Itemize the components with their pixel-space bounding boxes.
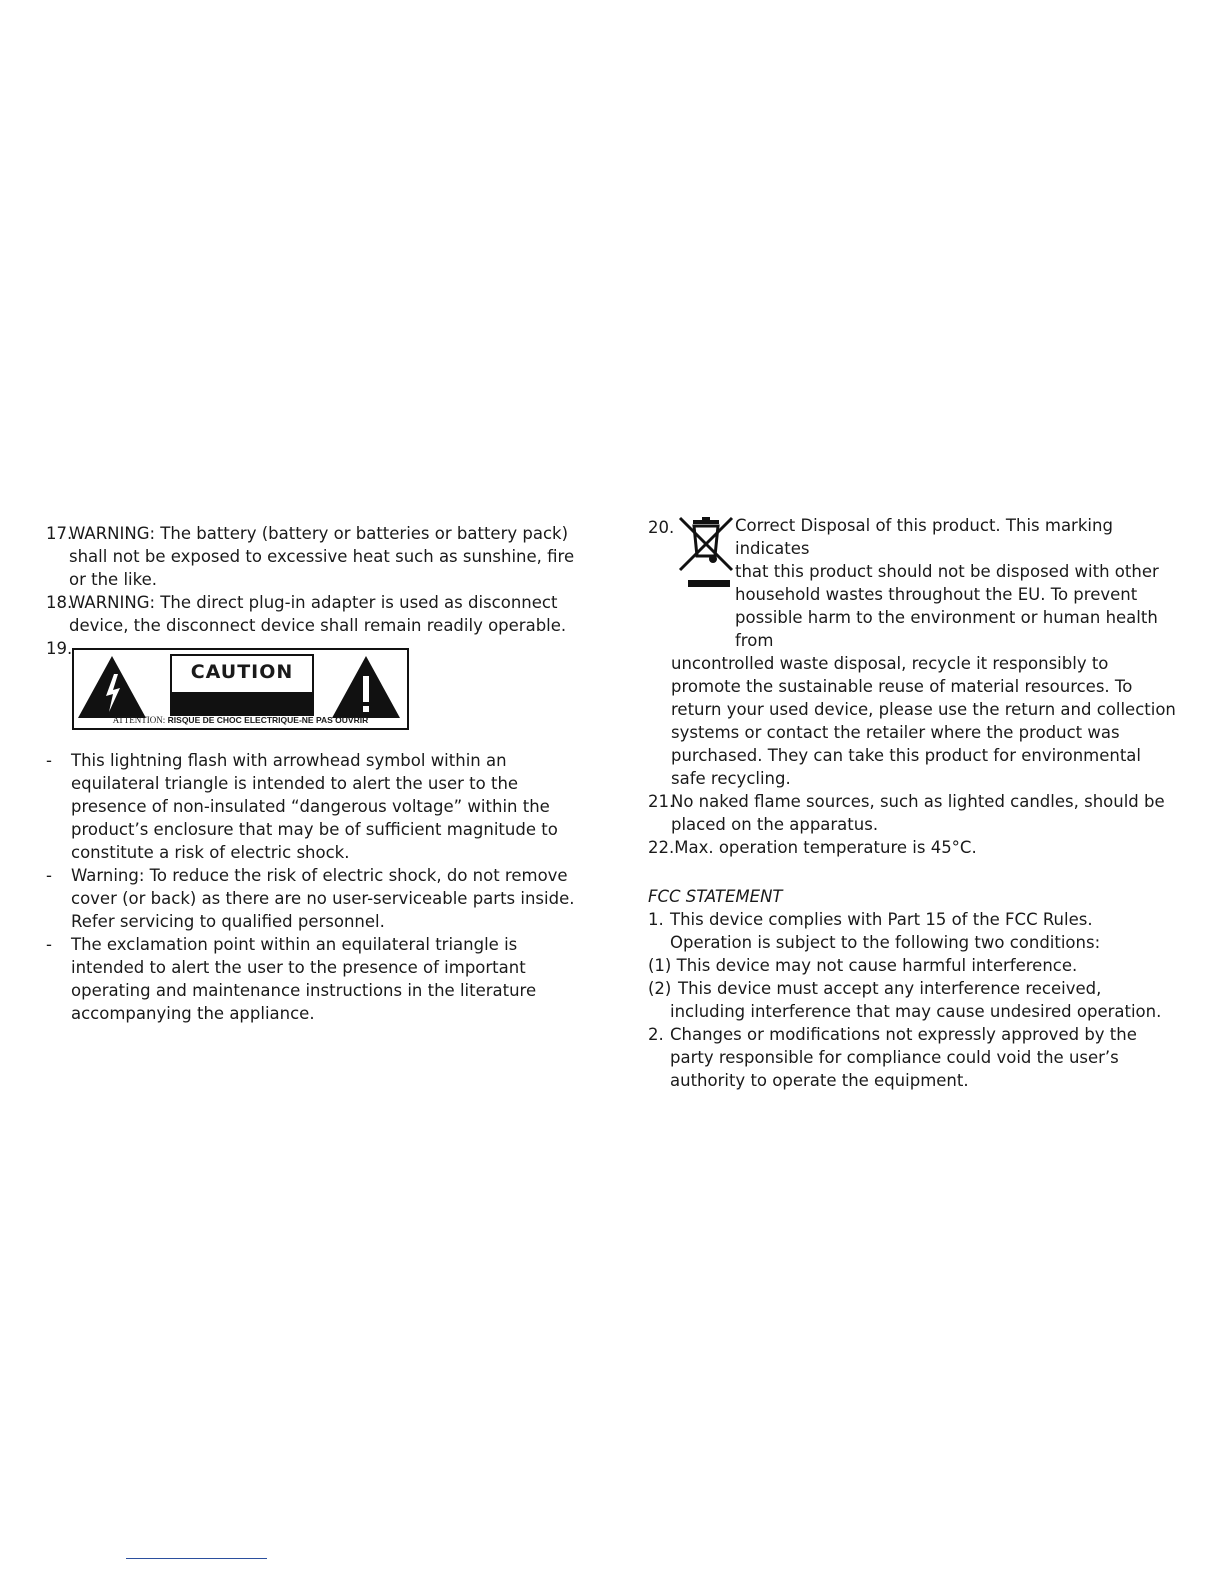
caution-panel — [170, 654, 314, 716]
item-text: Changes or modifications not expressly approved by the party responsible for compliance could void the user’s authority to operate the equipment. — [670, 1025, 1137, 1090]
caution-word: CAUTION — [190, 661, 294, 683]
item-18 — [46, 591, 576, 637]
disposal-line-4: possible harm to the environment or human health from — [735, 608, 1158, 650]
condition-number: (2) — [648, 979, 672, 998]
fcc-point-1 — [648, 908, 1178, 954]
condition-text: This device may not cause harmful interference. — [676, 956, 1078, 975]
bullet-dash: - — [46, 935, 52, 954]
condition-number: (1) — [648, 956, 672, 975]
fcc-condition-1 — [648, 954, 1178, 977]
condition-text: This device must accept any interference received, including interference that may cause undesired operation. — [670, 979, 1162, 1021]
item-text: No naked flame sources, such as lighted candles, should be placed on the apparatus. — [671, 792, 1165, 834]
item-number: 21. — [648, 792, 675, 811]
bullet-dash: - — [46, 751, 52, 770]
bullet-text: The exclamation point within an equilateral triangle is intended to alert the user to the presence of important operating and maintenance instructions in the literature accompanying the appliance. — [71, 935, 537, 1023]
item-number: 2. — [648, 1025, 664, 1044]
fcc-title: FCC STATEMENT — [648, 887, 783, 906]
disposal-line-3: household wastes throughout the EU. To prevent — [735, 585, 1138, 604]
caution-bar — [172, 692, 312, 714]
bullet-exclamation — [46, 933, 576, 1025]
bullet-text: Warning: To reduce the risk of electric shock, do not remove cover (or back) as there are no user-serviceable parts inside. Refer servicing to qualified personnel. — [71, 866, 575, 931]
lightning-warning-icon — [76, 654, 148, 720]
bullet-warning — [46, 864, 576, 933]
item-text: This device complies with Part 15 of the FCC Rules. Operation is subject to the following two conditions: — [670, 910, 1101, 952]
item-22: 22.Max. operation temperature is 45°C. — [648, 838, 977, 857]
item-number: 17. — [46, 524, 73, 543]
fcc-condition-2 — [648, 977, 1178, 1023]
item-19 — [46, 637, 576, 749]
bullet-text: This lightning flash with arrowhead symbol within an equilateral triangle is intended to alert the user to the presence of non-insulated “dangerous voltage” within the product’s enclosure that may be of sufficient magnitude to constitute a risk of electric shock. — [71, 751, 558, 862]
attention-text — [74, 715, 407, 725]
disposal-line-1: Correct Disposal of this product. This marking indicates — [735, 516, 1113, 558]
item-number: 18. — [46, 593, 73, 612]
footer-rule — [126, 1558, 267, 1559]
exclamation-warning-icon — [330, 654, 402, 720]
attention-prefix: ATTENTION: — [112, 715, 166, 725]
bullet-lightning — [46, 749, 576, 864]
item-number: 1. — [648, 910, 664, 929]
item-17 — [46, 522, 576, 591]
crossed-bin-icon — [676, 514, 738, 592]
disposal-line-2: that this product should not be disposed with other — [735, 562, 1159, 581]
item-20 — [648, 514, 1178, 790]
item-number: 20. — [648, 518, 675, 537]
bullet-dash: - — [46, 866, 52, 885]
fcc-point-2 — [648, 1023, 1178, 1092]
right-column — [648, 514, 1178, 1092]
caution-label — [72, 648, 409, 730]
disposal-continued: uncontrolled waste disposal, recycle it responsibly to promote the sustainable reuse of material resources. To return your used device, please use the return and collection systems or contact the retailer where the product was purchased. They can take this product for environmental safe recycling. — [671, 654, 1176, 788]
item-text: WARNING: The battery (battery or batteries or battery pack) shall not be exposed to excessive heat such as sunshine, fire or the like. — [69, 524, 575, 589]
item-21 — [648, 790, 1178, 836]
left-column — [46, 522, 576, 1025]
item-number: 19. — [46, 639, 73, 658]
item-text: WARNING: The direct plug-in adapter is used as disconnect device, the disconnect device shall remain readily operable. — [69, 593, 567, 635]
attention-body: RISQUE DE CHOC ELECTRIQUE-NE PAS OUVRIR — [167, 715, 369, 725]
